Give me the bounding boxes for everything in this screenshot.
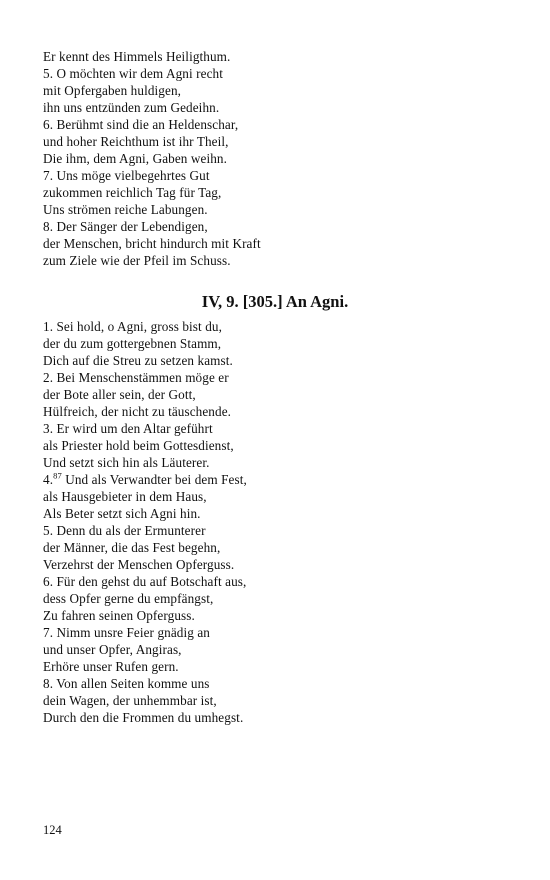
verse-line: der Bote aller sein, der Gott,	[43, 387, 196, 402]
verse-line: Dich auf die Streu zu setzen kamst.	[43, 353, 233, 368]
verse-line-with-footnote	[43, 471, 513, 488]
verse-line: der du zum gottergebnen Stamm,	[43, 336, 222, 351]
verse-line: dess Opfer gerne du empfängst,	[43, 591, 214, 606]
verse-line: Die ihm, dem Agni, Gaben weihn.	[43, 151, 228, 166]
verse-line: Hülfreich, der nicht zu täuschende.	[43, 404, 232, 419]
hymn-heading: IV, 9. [305.] An Agni.	[201, 292, 349, 311]
verse-line: 5. O möchten wir dem Agni recht	[43, 66, 223, 81]
verse-line: 2. Bei Menschenstämmen möge er	[43, 370, 229, 385]
verse-line: 1. Sei hold, o Agni, gross bist du,	[43, 319, 222, 334]
verse-line: zukommen reichlich Tag für Tag,	[43, 185, 222, 200]
verse-line: Uns strömen reiche Labungen.	[43, 202, 208, 217]
verse-line: 6. Für den gehst du auf Botschaft aus,	[43, 574, 247, 589]
verse-line: und hoher Reichthum ist ihr Theil,	[43, 134, 229, 149]
verse-line: mit Opfergaben huldigen,	[43, 83, 182, 98]
verse-text: Und als Verwandter bei dem Fest,	[61, 472, 247, 487]
verse-line: Durch den die Frommen du umhegst.	[43, 710, 244, 725]
verse-line: 7. Uns möge vielbegehrtes Gut	[43, 168, 210, 183]
verse-number: 4.	[43, 472, 54, 487]
verse-line: Erhöre unser Rufen gern.	[43, 659, 179, 674]
verse-line: und unser Opfer, Angiras,	[43, 642, 182, 657]
verse-line: 8. Von allen Seiten komme uns	[43, 676, 210, 691]
verse-line: 3. Er wird um den Altar geführt	[43, 421, 213, 436]
verse-line: 6. Berühmt sind die an Heldenschar,	[43, 117, 239, 132]
verse-line: Verzehrst der Menschen Opferguss.	[43, 557, 235, 572]
verse-line: Zu fahren seinen Opferguss.	[43, 608, 195, 623]
verse-block-hymn	[43, 318, 513, 726]
verse-line: als Priester hold beim Gottesdienst,	[43, 438, 234, 453]
verse-line: der Menschen, bricht hindurch mit Kraft	[43, 236, 261, 251]
verse-line: Als Beter setzt sich Agni hin.	[43, 506, 201, 521]
footnote-marker[interactable]: 87	[53, 470, 62, 481]
page-number: 124	[43, 823, 62, 837]
verse-line: 5. Denn du als der Ermunterer	[43, 523, 206, 538]
verse-line: dein Wagen, der unhemmbar ist,	[43, 693, 217, 708]
verse-line: 7. Nimm unsre Feier gnädig an	[43, 625, 210, 640]
verse-line: 8. Der Sänger der Lebendigen,	[43, 219, 208, 234]
verse-block-continuation	[43, 48, 513, 269]
verse-line: als Hausgebieter in dem Haus,	[43, 489, 207, 504]
verse-line: zum Ziele wie der Pfeil im Schuss.	[43, 253, 231, 268]
verse-line: ihn uns entzünden zum Gedeihn.	[43, 100, 220, 115]
verse-line: Und setzt sich hin als Läuterer.	[43, 455, 210, 470]
verse-line: der Männer, die das Fest begehn,	[43, 540, 221, 555]
verse-line: Er kennt des Himmels Heiligthum.	[43, 49, 231, 64]
